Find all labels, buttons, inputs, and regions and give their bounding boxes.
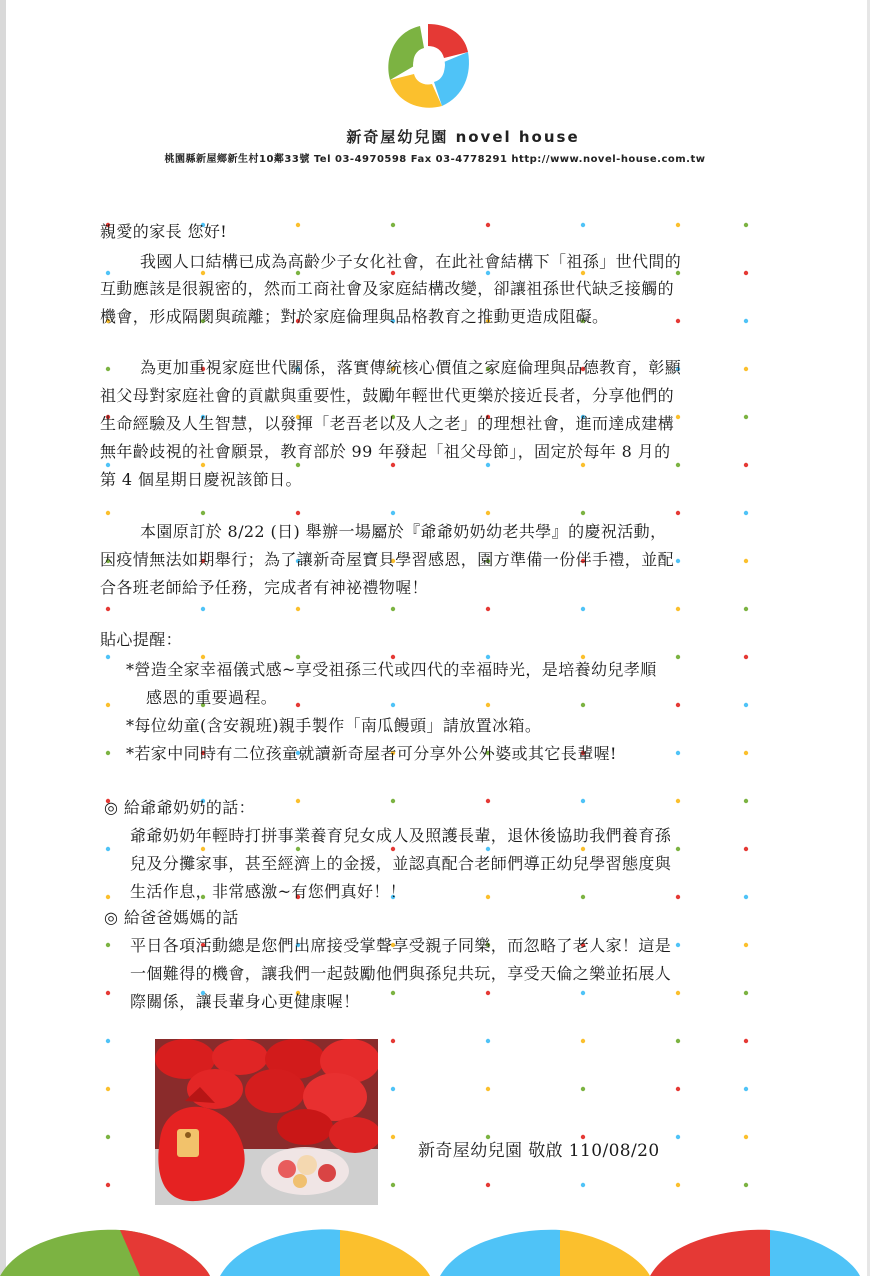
decorative-dot — [676, 799, 680, 803]
gift-bags-photo — [155, 1039, 378, 1205]
novel-house-logo — [384, 18, 472, 112]
decorative-dot — [106, 1135, 110, 1139]
decorative-dot — [744, 1087, 748, 1091]
decorative-dot — [581, 463, 585, 467]
decorative-dot — [744, 367, 748, 371]
grandparents-text: 爺爺奶奶年輕時打拼事業養育兒女成人及照護長輩，退休後協助我們養育孫 — [130, 826, 672, 845]
decorative-dot — [391, 1039, 395, 1043]
decorative-dot — [676, 511, 680, 515]
decorative-dot — [676, 991, 680, 995]
parents-text: 平日各項活動總是您們出席接受掌聲享受親子同樂，而忽略了老人家！這是 — [130, 936, 672, 955]
decorative-dot — [744, 847, 748, 851]
decorative-dot — [296, 847, 300, 851]
decorative-dot — [106, 463, 110, 467]
decorative-dot — [486, 1087, 490, 1091]
decorative-dot — [581, 703, 585, 707]
decorative-dot — [296, 511, 300, 515]
decorative-dot — [486, 799, 490, 803]
decorative-dot — [676, 223, 680, 227]
decorative-dot — [744, 511, 748, 515]
decorative-dot — [106, 1183, 110, 1187]
decorative-dot — [676, 751, 680, 755]
decorative-dot — [744, 415, 748, 419]
decorative-dot — [744, 1039, 748, 1043]
decorative-dot — [744, 1135, 748, 1139]
decorative-dot — [391, 463, 395, 467]
decorative-dot — [106, 1087, 110, 1091]
decorative-dot — [296, 223, 300, 227]
footer-rainbow-arcs — [0, 1200, 870, 1276]
decorative-dot — [744, 655, 748, 659]
decorative-dot — [106, 895, 110, 899]
paragraph-3-line: 合各班老師給予任務，完成者有神祕禮物喔！ — [100, 578, 429, 597]
decorative-dot — [391, 991, 395, 995]
paragraph-2-line: 無年齡歧視的社會願景，教育部於 99 年發起「祖父母節」，固定於每年 8 月的 — [100, 442, 671, 461]
decorative-dot — [106, 511, 110, 515]
decorative-dot — [201, 511, 205, 515]
decorative-dot — [744, 1183, 748, 1187]
decorative-dot — [486, 703, 490, 707]
decorative-dot — [391, 511, 395, 515]
decorative-dot — [581, 1135, 585, 1139]
decorative-dot — [391, 1135, 395, 1139]
decorative-dot — [106, 847, 110, 851]
decorative-dot — [391, 1183, 395, 1187]
reminder-item: 感恩的重要過程。 — [146, 688, 278, 707]
decorative-dot — [486, 1039, 490, 1043]
contact-line: 桃園縣新屋鄉新生村10鄰33號 Tel 03-4970598 Fax 03-4778291 http://www.novel-house.com.tw — [164, 154, 706, 165]
decorative-dot — [296, 655, 300, 659]
decorative-dot — [486, 511, 490, 515]
paragraph-2-line: 祖父母對家庭社會的貢獻與重要性，鼓勵年輕世代更樂於接近長者，分享他們的 — [100, 386, 675, 405]
decorative-dot — [676, 319, 680, 323]
decorative-dot — [201, 607, 205, 611]
decorative-dot — [486, 607, 490, 611]
decorative-dot — [581, 655, 585, 659]
grandparents-title: ◎ 給爺爺奶奶的話： — [104, 798, 256, 817]
decorative-dot — [581, 991, 585, 995]
decorative-dot — [581, 1183, 585, 1187]
decorative-dot — [391, 223, 395, 227]
decorative-dot — [106, 703, 110, 707]
decorative-dot — [676, 1039, 680, 1043]
decorative-dot — [391, 799, 395, 803]
parents-text: 際關係，讓長輩身心更健康喔！ — [130, 992, 360, 1011]
decorative-dot — [296, 703, 300, 707]
decorative-dot — [296, 607, 300, 611]
decorative-dot — [486, 991, 490, 995]
decorative-dot — [581, 895, 585, 899]
decorative-dot — [744, 895, 748, 899]
decorative-dot — [744, 799, 748, 803]
decorative-dot — [391, 703, 395, 707]
reminder-title: 貼心提醒： — [100, 630, 183, 649]
paragraph-1-line: 我國人口結構已成為高齡少子女化社會，在此社會結構下「祖孫」世代間的 — [140, 252, 682, 271]
decorative-dot — [486, 655, 490, 659]
decorative-dot — [676, 1087, 680, 1091]
paragraph-1-line: 機會，形成隔閡與疏離；對於家庭倫理與品格教育之推動更造成阻礙。 — [100, 307, 609, 326]
grandparents-text: 兒及分攤家事，甚至經濟上的金援，並認真配合老師們導正幼兒學習態度與 — [130, 854, 672, 873]
decorative-dot — [296, 799, 300, 803]
decorative-dot — [744, 223, 748, 227]
decorative-dot — [106, 991, 110, 995]
decorative-dot — [106, 367, 110, 371]
decorative-dot — [486, 223, 490, 227]
decorative-dot — [106, 271, 110, 275]
reminder-item: *若家中同時有二位孩童就讀新奇屋者可分享外公外婆或其它長輩喔! — [126, 744, 617, 763]
decorative-dot — [676, 1135, 680, 1139]
decorative-dot — [676, 1183, 680, 1187]
decorative-dot — [486, 847, 490, 851]
decorative-dot — [201, 655, 205, 659]
decorative-dot — [391, 1087, 395, 1091]
decorative-dot — [486, 1135, 490, 1139]
decorative-dot — [486, 1183, 490, 1187]
decorative-dot — [581, 1039, 585, 1043]
decorative-dot — [676, 415, 680, 419]
decorative-dot — [744, 271, 748, 275]
decorative-dot — [676, 559, 680, 563]
reminder-item: *營造全家幸福儀式感~享受祖孫三代或四代的幸福時光，是培養幼兒孝順 — [126, 660, 657, 679]
decorative-dot — [581, 511, 585, 515]
decorative-dot — [744, 703, 748, 707]
decorative-dot — [581, 847, 585, 851]
decorative-dot — [744, 991, 748, 995]
decorative-dot — [106, 1039, 110, 1043]
decorative-dot — [391, 847, 395, 851]
decorative-dot — [676, 463, 680, 467]
decorative-dot — [744, 943, 748, 947]
decorative-dot — [676, 895, 680, 899]
paragraph-2-line: 為更加重視家庭世代關係，落實傳統核心價值之家庭倫理與品德教育，彰顯 — [140, 358, 682, 377]
decorative-dot — [744, 319, 748, 323]
brand-name: 新奇屋幼兒園 novel house — [346, 128, 580, 146]
decorative-dot — [581, 223, 585, 227]
paragraph-2-line: 生命經驗及人生智慧，以發揮「老吾老以及人之老」的理想社會，進而達成建構 — [100, 414, 675, 433]
decorative-dot — [581, 1087, 585, 1091]
decorative-dot — [106, 751, 110, 755]
decorative-dot — [106, 943, 110, 947]
decorative-dot — [486, 895, 490, 899]
decorative-dot — [676, 703, 680, 707]
decorative-dot — [581, 607, 585, 611]
decorative-dot — [744, 463, 748, 467]
decorative-dot — [744, 751, 748, 755]
parents-text: 一個難得的機會，讓我們一起鼓勵他們與孫兒共玩，享受天倫之樂並拓展人 — [130, 964, 672, 983]
decorative-dot — [676, 655, 680, 659]
grandparents-text: 生活作息，非常感激~有您們真好！！ — [130, 882, 407, 901]
decorative-dot — [106, 655, 110, 659]
decorative-dot — [201, 847, 205, 851]
greeting: 親愛的家長 您好! — [100, 222, 228, 241]
paragraph-3-line: 因疫情無法如期舉行；為了讓新奇屋寶貝學習感恩，園方準備一份伴手禮，並配 — [100, 550, 675, 569]
decorative-dot — [676, 847, 680, 851]
decorative-dot — [201, 463, 205, 467]
decorative-dot — [391, 607, 395, 611]
paragraph-1-line: 互動應該是很親密的，然而工商社會及家庭結構改變，卻讓祖孫世代缺乏接觸的 — [100, 279, 675, 298]
paragraph-3-line: 本園原訂於 8/22 (日) 舉辦一場屬於『爺爺奶奶幼老共學』的慶祝活動， — [140, 522, 667, 541]
decorative-dot — [581, 799, 585, 803]
decorative-dot — [744, 607, 748, 611]
decorative-dot — [676, 607, 680, 611]
signature: 新奇屋幼兒園 敬啟 110/08/20 — [418, 1141, 660, 1161]
reminder-item: *每位幼童(含安親班)親手製作「南瓜饅頭」請放置冰箱。 — [126, 716, 542, 735]
parents-title: ◎ 給爸爸媽媽的話 — [104, 908, 239, 927]
paragraph-2-line: 第 4 個星期日慶祝該節日。 — [100, 470, 302, 489]
decorative-dot — [676, 943, 680, 947]
decorative-dot — [744, 559, 748, 563]
decorative-dot — [486, 463, 490, 467]
decorative-dot — [106, 607, 110, 611]
decorative-dot — [296, 463, 300, 467]
decorative-dot — [391, 655, 395, 659]
